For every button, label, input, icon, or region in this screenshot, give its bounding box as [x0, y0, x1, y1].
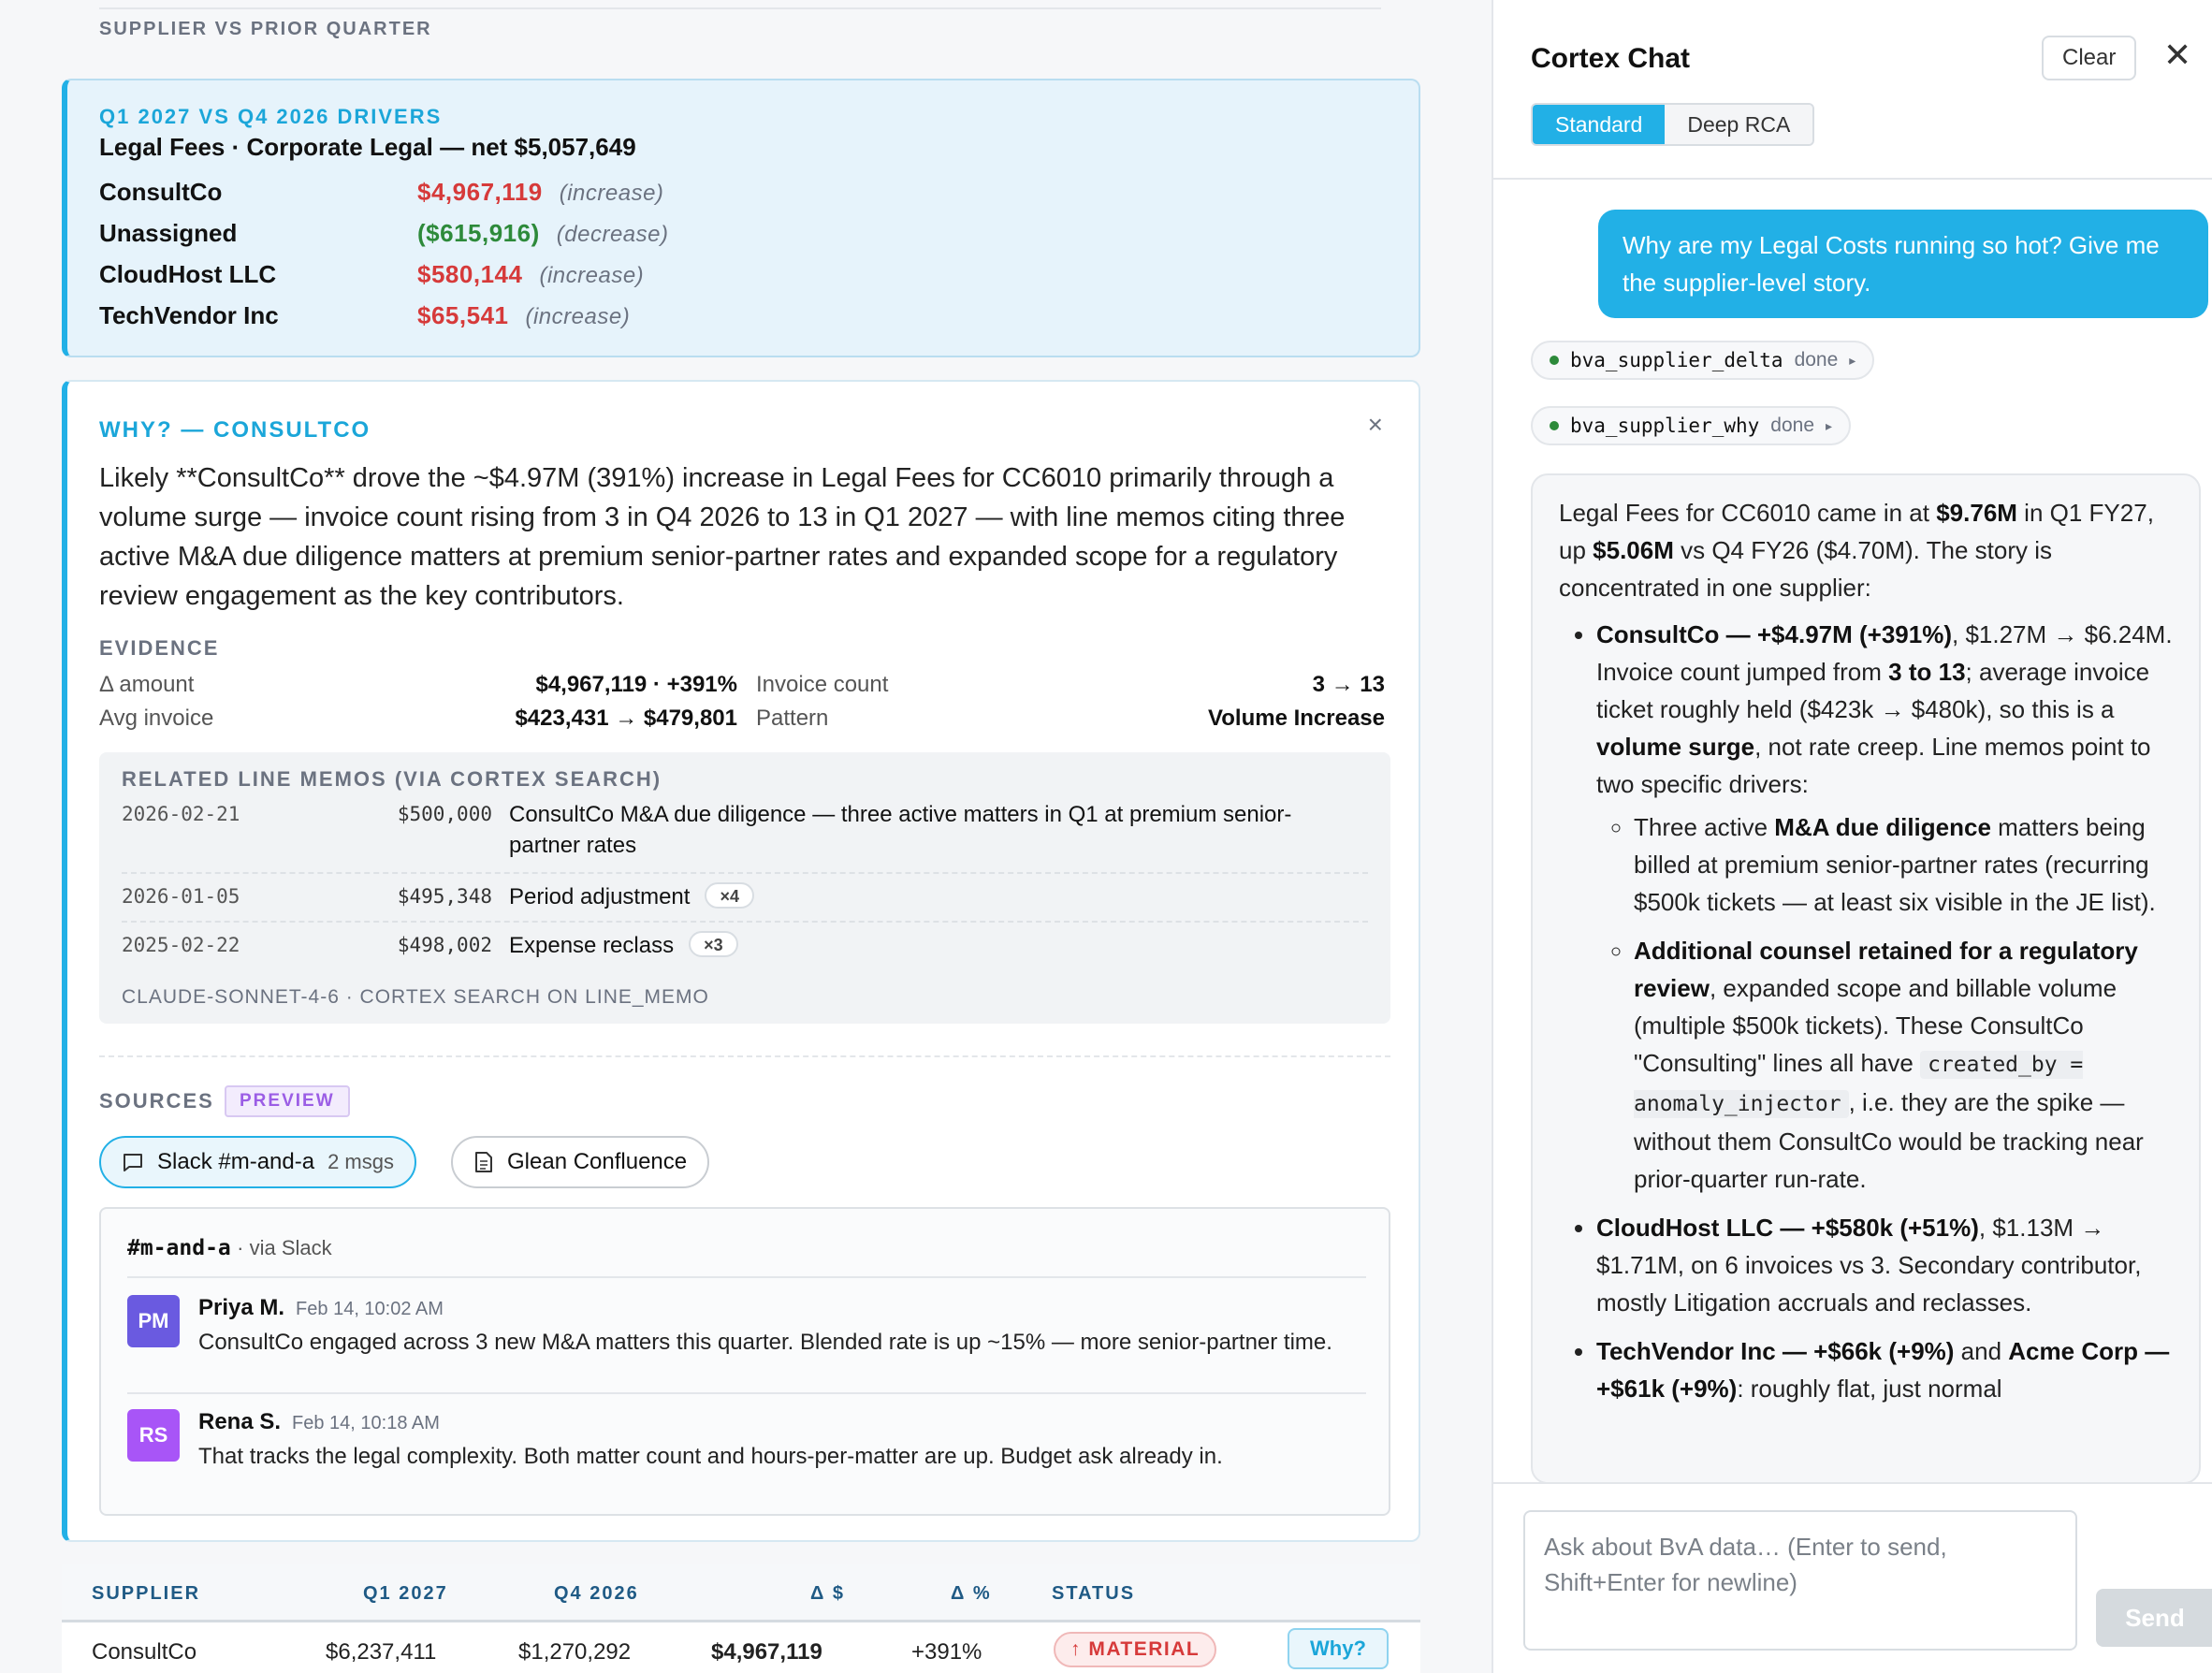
memo-count-badge: ×4 [705, 882, 754, 909]
why-heading: WHY? — CONSULTCO [99, 417, 371, 443]
avatar: RS [127, 1409, 180, 1462]
col-supplier[interactable]: SUPPLIER [92, 1583, 201, 1604]
tool-name: bva_supplier_why [1570, 415, 1760, 437]
glean-source-pill[interactable] [451, 1136, 709, 1188]
slack-source-pill[interactable] [99, 1136, 416, 1188]
evidence-delta-value: $4,967,119 · +391% [535, 672, 737, 697]
evidence-avg-invoice-label: Avg invoice [99, 706, 214, 731]
drivers-title: Legal Fees · Corporate Legal — net $5,057,649 [99, 133, 636, 161]
evidence-avg-invoice-value: $423,431 → $479,801 [515, 706, 737, 731]
expand-arrow-icon: ▸ [1849, 352, 1856, 368]
tool-status: done [1770, 415, 1815, 436]
send-button[interactable]: Send [2096, 1589, 2212, 1647]
col-q1[interactable]: Q1 2027 [363, 1583, 448, 1604]
memo-amount: $500,000 [397, 803, 492, 825]
message-time: Feb 14, 10:02 AM [296, 1299, 444, 1319]
chat-title: Cortex Chat [1531, 43, 1691, 74]
slack-pill-label: Slack #m-and-a [157, 1149, 315, 1174]
driver-name: ConsultCo [99, 178, 223, 206]
mode-standard-button[interactable]: Standard [1533, 105, 1665, 144]
cell-q4: $1,270,292 [518, 1639, 632, 1665]
drivers-heading: Q1 2027 VS Q4 2026 DRIVERS [99, 105, 443, 128]
driver-amount: $65,541 (increase) [417, 301, 631, 329]
related-memos [99, 752, 1390, 1024]
user-message: Why are my Legal Costs running so hot? Give me the supplier-level story. [1598, 210, 2208, 318]
memo-amount: $498,002 [397, 934, 492, 956]
col-q4[interactable]: Q4 2026 [554, 1583, 639, 1604]
driver-name: CloudHost LLC [99, 260, 277, 288]
chat-composer [1493, 1482, 2212, 1673]
close-icon[interactable]: × [1367, 410, 1383, 439]
document-icon [473, 1151, 494, 1173]
top-divider [99, 0, 1381, 9]
cell-delta-usd: $4,967,119 [711, 1639, 822, 1665]
evidence-invoice-count-label: Invoice count [756, 672, 889, 697]
cell-supplier: ConsultCo [92, 1639, 197, 1665]
driver-amount: ($615,916) (decrease) [417, 219, 669, 247]
driver-direction: (increase) [525, 304, 631, 329]
tool-name: bva_supplier_delta [1570, 349, 1783, 371]
evidence-delta-label: Δ amount [99, 672, 195, 697]
chat-bubble-icon [122, 1151, 144, 1173]
driver-name: TechVendor Inc [99, 301, 279, 329]
message-time: Feb 14, 10:18 AM [292, 1413, 440, 1433]
status-dot-icon [1550, 356, 1559, 365]
avatar: PM [127, 1295, 180, 1347]
tool-call-pill[interactable] [1531, 406, 1851, 445]
tool-call-pill[interactable] [1531, 341, 1874, 380]
memo-divider [122, 872, 1368, 874]
memo-text: Expense reclass ×3 [509, 930, 1351, 961]
driver-amount: $580,144 (increase) [417, 260, 645, 288]
memo-date: 2026-02-21 [122, 803, 240, 825]
why-card [62, 380, 1420, 1542]
list-item: • CloudHost LLC — +$580k (+51%), $1.13M → $1.71M, on 6 invoices vs 3. Secondary contributor, mostly Litigation accruals and reclasses. [1596, 1209, 2180, 1321]
glean-pill-label: Glean Confluence [507, 1149, 688, 1174]
reply-intro: Legal Fees for CC6010 came in at $9.76M in Q1 FY27, up $5.06M vs Q4 FY26 ($4.70M). The story is concentrated in one supplier: [1559, 499, 2154, 602]
cortex-chat-panel [1492, 0, 2212, 1673]
col-delta-usd[interactable]: Δ $ [810, 1583, 846, 1604]
message-body: That tracks the legal complexity. Both matter count and hours-per-matter are up. Budget ask already in. [198, 1444, 1223, 1469]
evidence-pattern-label: Pattern [756, 706, 829, 731]
slack-pill-count: 2 msgs [327, 1150, 394, 1173]
memo-divider [122, 921, 1368, 923]
preview-badge: PREVIEW [225, 1085, 350, 1117]
cell-delta-pct: +391% [911, 1639, 982, 1665]
clear-button[interactable]: Clear [2042, 36, 2136, 80]
table-row[interactable] [62, 1622, 1420, 1673]
evidence-label: EVIDENCE [99, 636, 220, 660]
why-explanation: Likely **ConsultCo** drove the ~$4.97M (391%) increase in Legal Fees for CC6010 primarily through a volume surge — invoice count rising from 3 in Q4 2026 to 13 in Q1 2027 — with line memos citing three active M&A due diligence matters at premium senior-partner rates and expanded scope for a regulatory review engagement as the key contributors. [99, 463, 1346, 611]
memos-heading: RELATED LINE MEMOS (VIA CORTEX SEARCH) [122, 767, 662, 791]
col-status[interactable]: STATUS [1052, 1583, 1136, 1604]
status-badge: ↑ MATERIAL [1054, 1632, 1216, 1667]
evidence-pattern-value: Volume Increase [1208, 706, 1385, 731]
chat-input[interactable] [1523, 1510, 2077, 1651]
section-label: SUPPLIER VS PRIOR QUARTER [99, 19, 432, 39]
assistant-message-body [1559, 494, 2180, 1418]
list-item: • TechVendor Inc — +$66k (+9%) and Acme Corp — +$61k (+9%): roughly flat, just normal [1596, 1332, 2180, 1407]
header-divider [1493, 178, 2212, 180]
driver-direction: (increase) [539, 263, 645, 288]
reply-bullets [1559, 616, 2180, 1407]
memo-text: ConsultCo M&A due diligence — three active matters in Q1 at premium senior-partner rates [509, 802, 1292, 858]
slack-channel: #m-and-a · via Slack [127, 1236, 332, 1260]
mode-deep-rca-button[interactable]: Deep RCA [1665, 105, 1812, 144]
status-dot-icon [1550, 421, 1559, 430]
memo-count-badge: ×3 [689, 931, 738, 957]
memo-amount: $495,348 [397, 885, 492, 908]
sources-label: SOURCES [99, 1089, 214, 1113]
list-item: ◦ Additional counsel retained for a regulatory review, expanded scope and billable volume (multiple $500k tickets). These ConsultCo "Consulting" lines all have created_by = anomaly_injector , i.e. they are the spike — without them ConsultCo would be tracking near prior-quarter run-rate. [1634, 932, 2180, 1198]
close-icon[interactable]: ✕ [2163, 36, 2192, 74]
table-header [62, 1564, 1420, 1622]
bva-detail-panel [62, 0, 1420, 1673]
drivers-card [62, 79, 1420, 357]
driver-direction: (increase) [559, 181, 664, 206]
tool-status: done [1794, 349, 1839, 371]
driver-name: Unassigned [99, 219, 238, 247]
mode-toggle [1531, 103, 1814, 146]
list-item: • ConsultCo — +$4.97M (+391%), $1.27M → $6.24M. Invoice count jumped from 3 to 13; average invoice ticket roughly held ($423k → $480k), so this is a volume surge, not rate creep. Line memos point to two specific drivers: ◦ Three active M&A due diligence matters being billed at premium senior-partner rates (recurring $500k tickets — at least six visible in the JE list). ◦ Additional counsel retained for a regulatory review, expanded scope and billable volume (multiple $500k tickets). These ConsultCo "Consulting" lines all have created_by = anomaly_injector , i.e. they are the spike — without them ConsultCo would be tracking near prior-quarter run-rate. [1596, 616, 2180, 1198]
col-delta-pct[interactable]: Δ % [951, 1583, 992, 1604]
memo-date: 2026-01-05 [122, 885, 240, 908]
reply-sub-bullets [1596, 808, 2180, 1198]
driver-amount: $4,967,119 (increase) [417, 178, 664, 206]
assistant-message [1531, 473, 2201, 1484]
memos-footer: CLAUDE-SONNET-4-6 · CORTEX SEARCH ON LINE_MEMO [122, 986, 709, 1008]
list-item: ◦ Three active M&A due diligence matters being billed at premium senior-partner rates (recurring $500k tickets — at least six visible in the JE list). [1634, 808, 2180, 921]
memo-text: Period adjustment ×4 [509, 881, 1351, 912]
why-button[interactable]: Why? [1288, 1628, 1389, 1669]
evidence-invoice-count-value: 3 → 13 [1312, 672, 1385, 697]
slack-thread [99, 1207, 1390, 1516]
driver-direction: (decrease) [556, 222, 669, 247]
memo-date: 2025-02-22 [122, 934, 240, 956]
message-author: Rena S. Feb 14, 10:18 AM [198, 1409, 440, 1434]
message-author: Priya M. Feb 14, 10:02 AM [198, 1295, 444, 1320]
thread-divider [127, 1392, 1366, 1394]
message-body: ConsultCo engaged across 3 new M&A matters this quarter. Blended rate is up ~15% — more senior-partner time. [198, 1330, 1332, 1355]
inline-code: created_by = anomaly_injector [1634, 1053, 2084, 1116]
expand-arrow-icon: ▸ [1826, 417, 1833, 433]
dashed-divider [99, 1055, 1390, 1057]
thread-divider [127, 1276, 1366, 1278]
cell-q1: $6,237,411 [326, 1639, 437, 1665]
